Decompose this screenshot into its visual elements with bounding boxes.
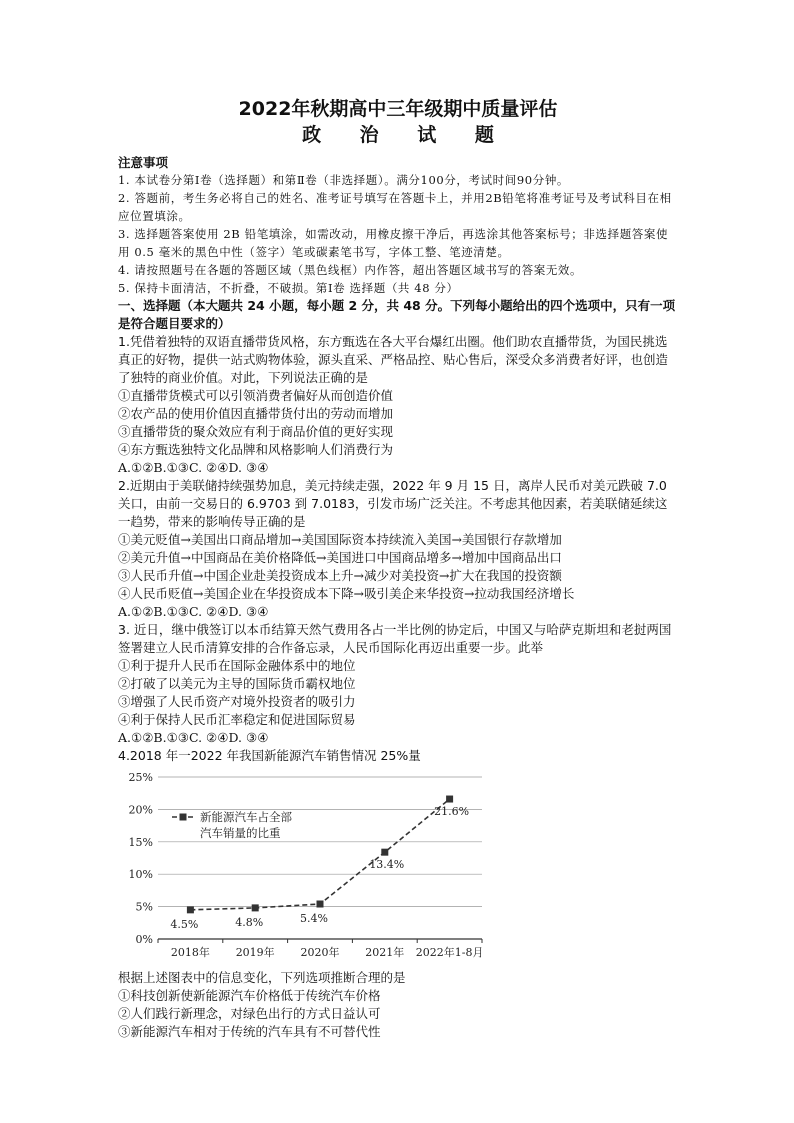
question-3-option: ④利于保持人民币汇率稳定和促进国际贸易	[118, 712, 356, 727]
note-item: 3. 选择题答案使用 2B 铅笔填涂，如需改动，用橡皮擦干净后，再选涂其他答案标号；非选择题答案使用 0.5 毫米的黑色中性（签字）笔或碳素笔书写，字体工整、笔迹清楚。	[118, 227, 669, 259]
question-3-option: ①利于提升人民币在国际金融体系中的地位	[118, 658, 356, 673]
question-4-prompt: 根据上述图表中的信息变化，下列选项推断合理的是	[118, 970, 406, 985]
question-1-option: ③直播带货的聚众效应有利于商品价值的更好实现	[118, 424, 394, 439]
data-label: 4.8%	[235, 915, 264, 929]
question-3-option: ②打破了以美元为主导的国际货币霸权地位	[118, 676, 356, 691]
y-tick-label: 25%	[128, 771, 153, 784]
question-2-option: ③人民币升值→中国企业赴美投资成本上升→减少对美投资→扩大在我国的投资额	[118, 568, 562, 583]
y-tick-label: 5%	[135, 900, 153, 914]
x-tick-label: 2021年	[365, 946, 405, 959]
question-4-option: ②人们践行新理念，对绿色出行的方式日益认可	[118, 1006, 381, 1021]
data-label: 13.4%	[369, 858, 405, 872]
question-3-option: ③增强了人民币资产对境外投资者的吸引力	[118, 694, 356, 709]
legend-label: 汽车销量的比重	[200, 826, 281, 840]
data-label: 5.4%	[300, 912, 328, 926]
note-item: 4. 请按照题号在各题的答题区域（黑色线框）内作答，超出答题区域书写的答案无效。	[118, 263, 583, 277]
y-tick-label: 0%	[135, 933, 153, 946]
question-2-option: ④人民币贬值→美国企业在华投资成本下降→吸引美企来华投资→拉动我国经济增长	[118, 586, 575, 601]
data-label: 21.6%	[434, 805, 470, 819]
question-1-answers: A.①②B.①③C. ②④D. ③④	[118, 460, 269, 475]
note-item: 1. 本试卷分第Ⅰ卷（选择题）和第Ⅱ卷（非选择题）。满分100分，考试时间90分钟。	[118, 173, 570, 187]
x-tick-label: 2022年1-8月	[415, 946, 484, 959]
question-2-option: ①美元贬值→美国出口商品增加→美国国际资本持续流入美国→美国银行存款增加	[118, 532, 562, 547]
note-item: 2. 答题前，考生务必将自己的姓名、准考证号填写在答题卡上，并用2B铅笔将准考证号及考试科目在相应位置填涂。	[118, 191, 672, 223]
question-2-stem: 2.近期由于美联储持续强势加息，美元持续走强，2022 年 9 月 15 日，离岸人民币对美元跌破 7.0 关口，由前一交易日的 6.9703 到 7.0183，引发市场广泛关注。不考虑其他因素，若美联储延续这一趋势，带来的影响传导正确的是	[118, 478, 668, 529]
legend-label: 新能源汽车占全部	[200, 810, 292, 824]
question-4-stem: 4.2018 年一2022 年我国新能源汽车销售情况 25%量	[118, 748, 421, 763]
notes-heading: 注意事项	[118, 155, 169, 170]
x-tick-label: 2019年	[235, 946, 275, 959]
data-point	[252, 904, 259, 911]
question-1-option: ②农产品的使用价值因直播带货付出的劳动而增加	[118, 406, 394, 421]
question-3-answers: A.①②B.①③C. ②④D. ③④	[118, 730, 269, 745]
question-4-option: ③新能源汽车相对于传统的汽车具有不可替代性	[118, 1024, 381, 1039]
note-item: 5. 保持卡面清洁，不折叠，不破损。第Ⅰ卷 选择题（共 48 分）	[118, 281, 459, 295]
y-tick-label: 20%	[128, 803, 153, 817]
question-1-option: ④东方甄选独特文化品牌和风格影响人们消费行为	[118, 442, 394, 457]
data-point	[381, 849, 388, 856]
question-1-option: ①直播带货模式可以引领消费者偏好从而创造价值	[118, 388, 394, 403]
exam-title: 2022年秋期高中三年级期中质量评估	[238, 98, 558, 120]
chart-svg	[120, 767, 490, 967]
x-tick-label: 2018年	[170, 946, 210, 959]
y-tick-label: 15%	[128, 835, 153, 849]
data-label: 4.5%	[170, 917, 199, 931]
data-point	[187, 906, 194, 913]
y-tick-label: 10%	[128, 868, 153, 882]
exam-page	[118, 96, 678, 1041]
legend-marker	[180, 814, 187, 821]
section-heading: 一、选择题（本大题共 24 小题，每小题 2 分，共 48 分。下列每小题给出的四个选项中，只有一项是符合题目要求的）	[118, 298, 676, 331]
question-2-answers: A.①②B.①③C. ②④D. ③④	[118, 604, 269, 619]
question-1-stem: 1.凭借着独特的双语直播带货风格，东方甄选在各大平台爆红出圈。他们助农直播带货，为国民挑选真正的好物，提供一站式购物体验，源头直采、严格品控、贴心售后，深受众多消费者好评，也创造了独特的商业价值。对此，下列说法正确的是	[118, 334, 669, 385]
x-tick-label: 2020年	[300, 946, 340, 959]
ev-sales-chart	[120, 767, 490, 967]
exam-subject: 政 治 试 题	[302, 124, 510, 146]
question-3-stem: 3. 近日，继中俄签订以本币结算天然气费用各占一半比例的协定后，中国又与哈萨克斯坦和老挝两国签署建立人民币清算安排的合作备忘录，人民币国际化再迈出重要一步。此举	[118, 622, 672, 655]
data-point	[317, 901, 324, 908]
data-point	[446, 796, 453, 803]
question-4-option: ①科技创新使新能源汽车价格低于传统汽车价格	[118, 988, 381, 1003]
question-2-option: ②美元升值→中国商品在美价格降低→美国进口中国商品增多→增加中国商品出口	[118, 550, 562, 565]
